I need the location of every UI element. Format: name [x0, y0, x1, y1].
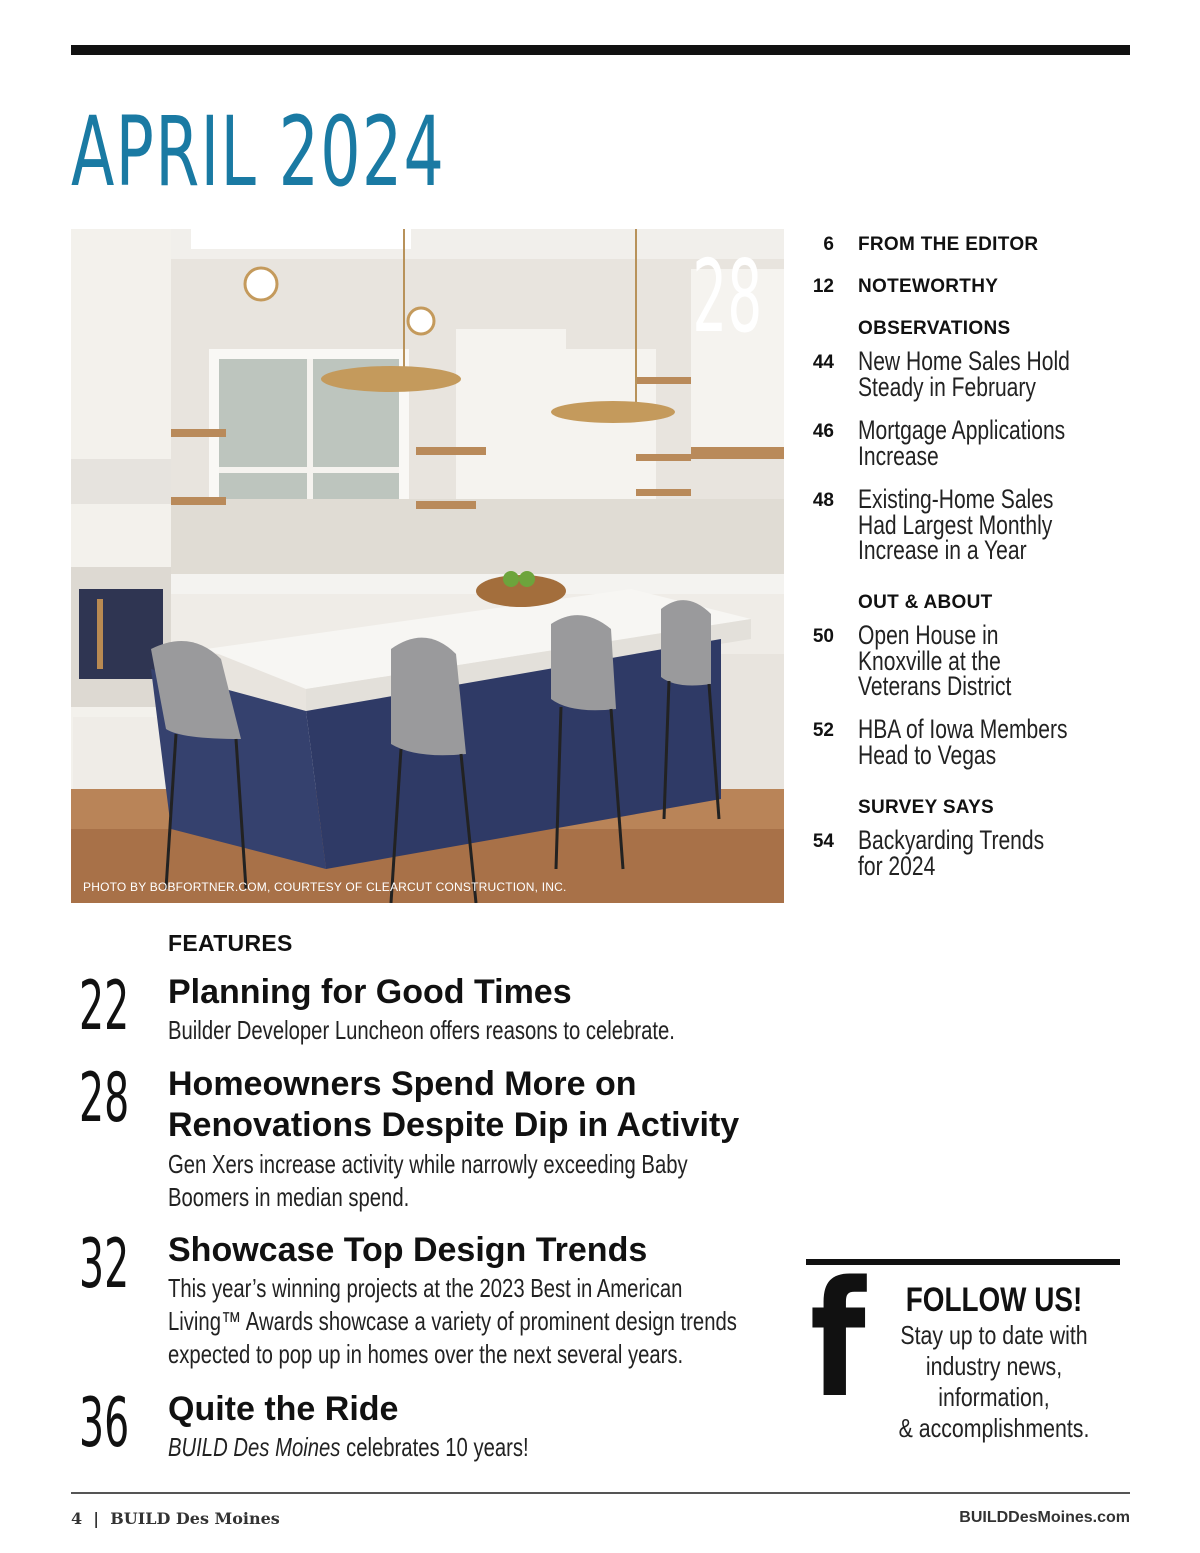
section-heading: OBSERVATIONS	[858, 318, 1011, 339]
toc-title: New Home Sales Hold Steady in February	[858, 346, 1070, 402]
feature-page-number: 28	[79, 1059, 130, 1138]
feature-description: Gen Xers increase activity while narrowly exceeding Baby Boomers in median spend.	[168, 1149, 688, 1212]
cover-photo	[71, 229, 784, 903]
feature-description: Builder Developer Luncheon offers reasons to celebrate.	[168, 1015, 675, 1045]
feature-title: Showcase Top Design Trends	[168, 1231, 648, 1269]
photo-credit: PHOTO BY BOBFORTNER.COM, COURTESY OF CLEARCUT CONSTRUCTION, INC.	[83, 880, 567, 894]
section-heading: SURVEY SAYS	[858, 797, 995, 818]
toc-page-number: 48	[812, 490, 834, 511]
toc-title: Existing-Home Sales Had Largest Monthly Increase in a Year	[858, 484, 1054, 565]
toc-page-number: 54	[812, 831, 834, 852]
feature-page-number: 32	[79, 1225, 130, 1304]
feature-page-number: 22	[79, 967, 130, 1046]
toc-title: Mortgage Applications Increase	[858, 415, 1066, 471]
photo-page-number: 28	[692, 238, 762, 355]
toc-page-number: 52	[812, 720, 834, 741]
bottom-rule	[71, 1492, 1130, 1494]
toc-page-number: 44	[812, 352, 834, 373]
toc-label: FROM THE EDITOR	[858, 234, 1039, 255]
top-rule	[71, 45, 1130, 55]
toc-title: Backyarding Trends for 2024	[858, 825, 1045, 881]
footer-website-link[interactable]: BUILDDesMoines.com	[959, 1509, 1130, 1526]
feature-description: BUILD Des Moines celebrates 10 years!	[168, 1432, 529, 1462]
facebook-icon[interactable]: f	[810, 1246, 866, 1433]
toc-page-number: 50	[812, 626, 834, 647]
toc-page-number: 46	[812, 421, 834, 442]
toc-label: NOTEWORTHY	[858, 276, 999, 297]
kitchen-illustration	[71, 229, 784, 903]
feature-title: Homeowners Spend More on Renovations Despite Dip in Activity	[168, 1065, 740, 1144]
feature-title: Planning for Good Times	[168, 973, 572, 1011]
footer-folio: 4 | BUILD Des Moines	[71, 1509, 280, 1528]
follow-text: Stay up to date with industry news, information, & accomplishments.	[898, 1320, 1090, 1443]
issue-title: APRIL 2024	[71, 96, 446, 208]
toc-title: HBA of Iowa Members Head to Vegas	[858, 714, 1068, 770]
toc-page-number: 6	[823, 234, 834, 255]
toc-title: Open House in Knoxville at the Veterans District	[858, 620, 1012, 701]
feature-description: This year’s winning projects at the 2023 Best in American Living™ Awards showcase a variety of prominent design trends expected to pop up in homes over the next several years.	[168, 1273, 737, 1369]
feature-page-number: 36	[79, 1384, 130, 1463]
follow-title: FOLLOW US!	[905, 1281, 1083, 1319]
section-heading: OUT & ABOUT	[858, 592, 993, 613]
features-heading: FEATURES	[168, 930, 293, 956]
feature-title: Quite the Ride	[168, 1390, 399, 1428]
toc-page-number: 12	[812, 276, 834, 297]
